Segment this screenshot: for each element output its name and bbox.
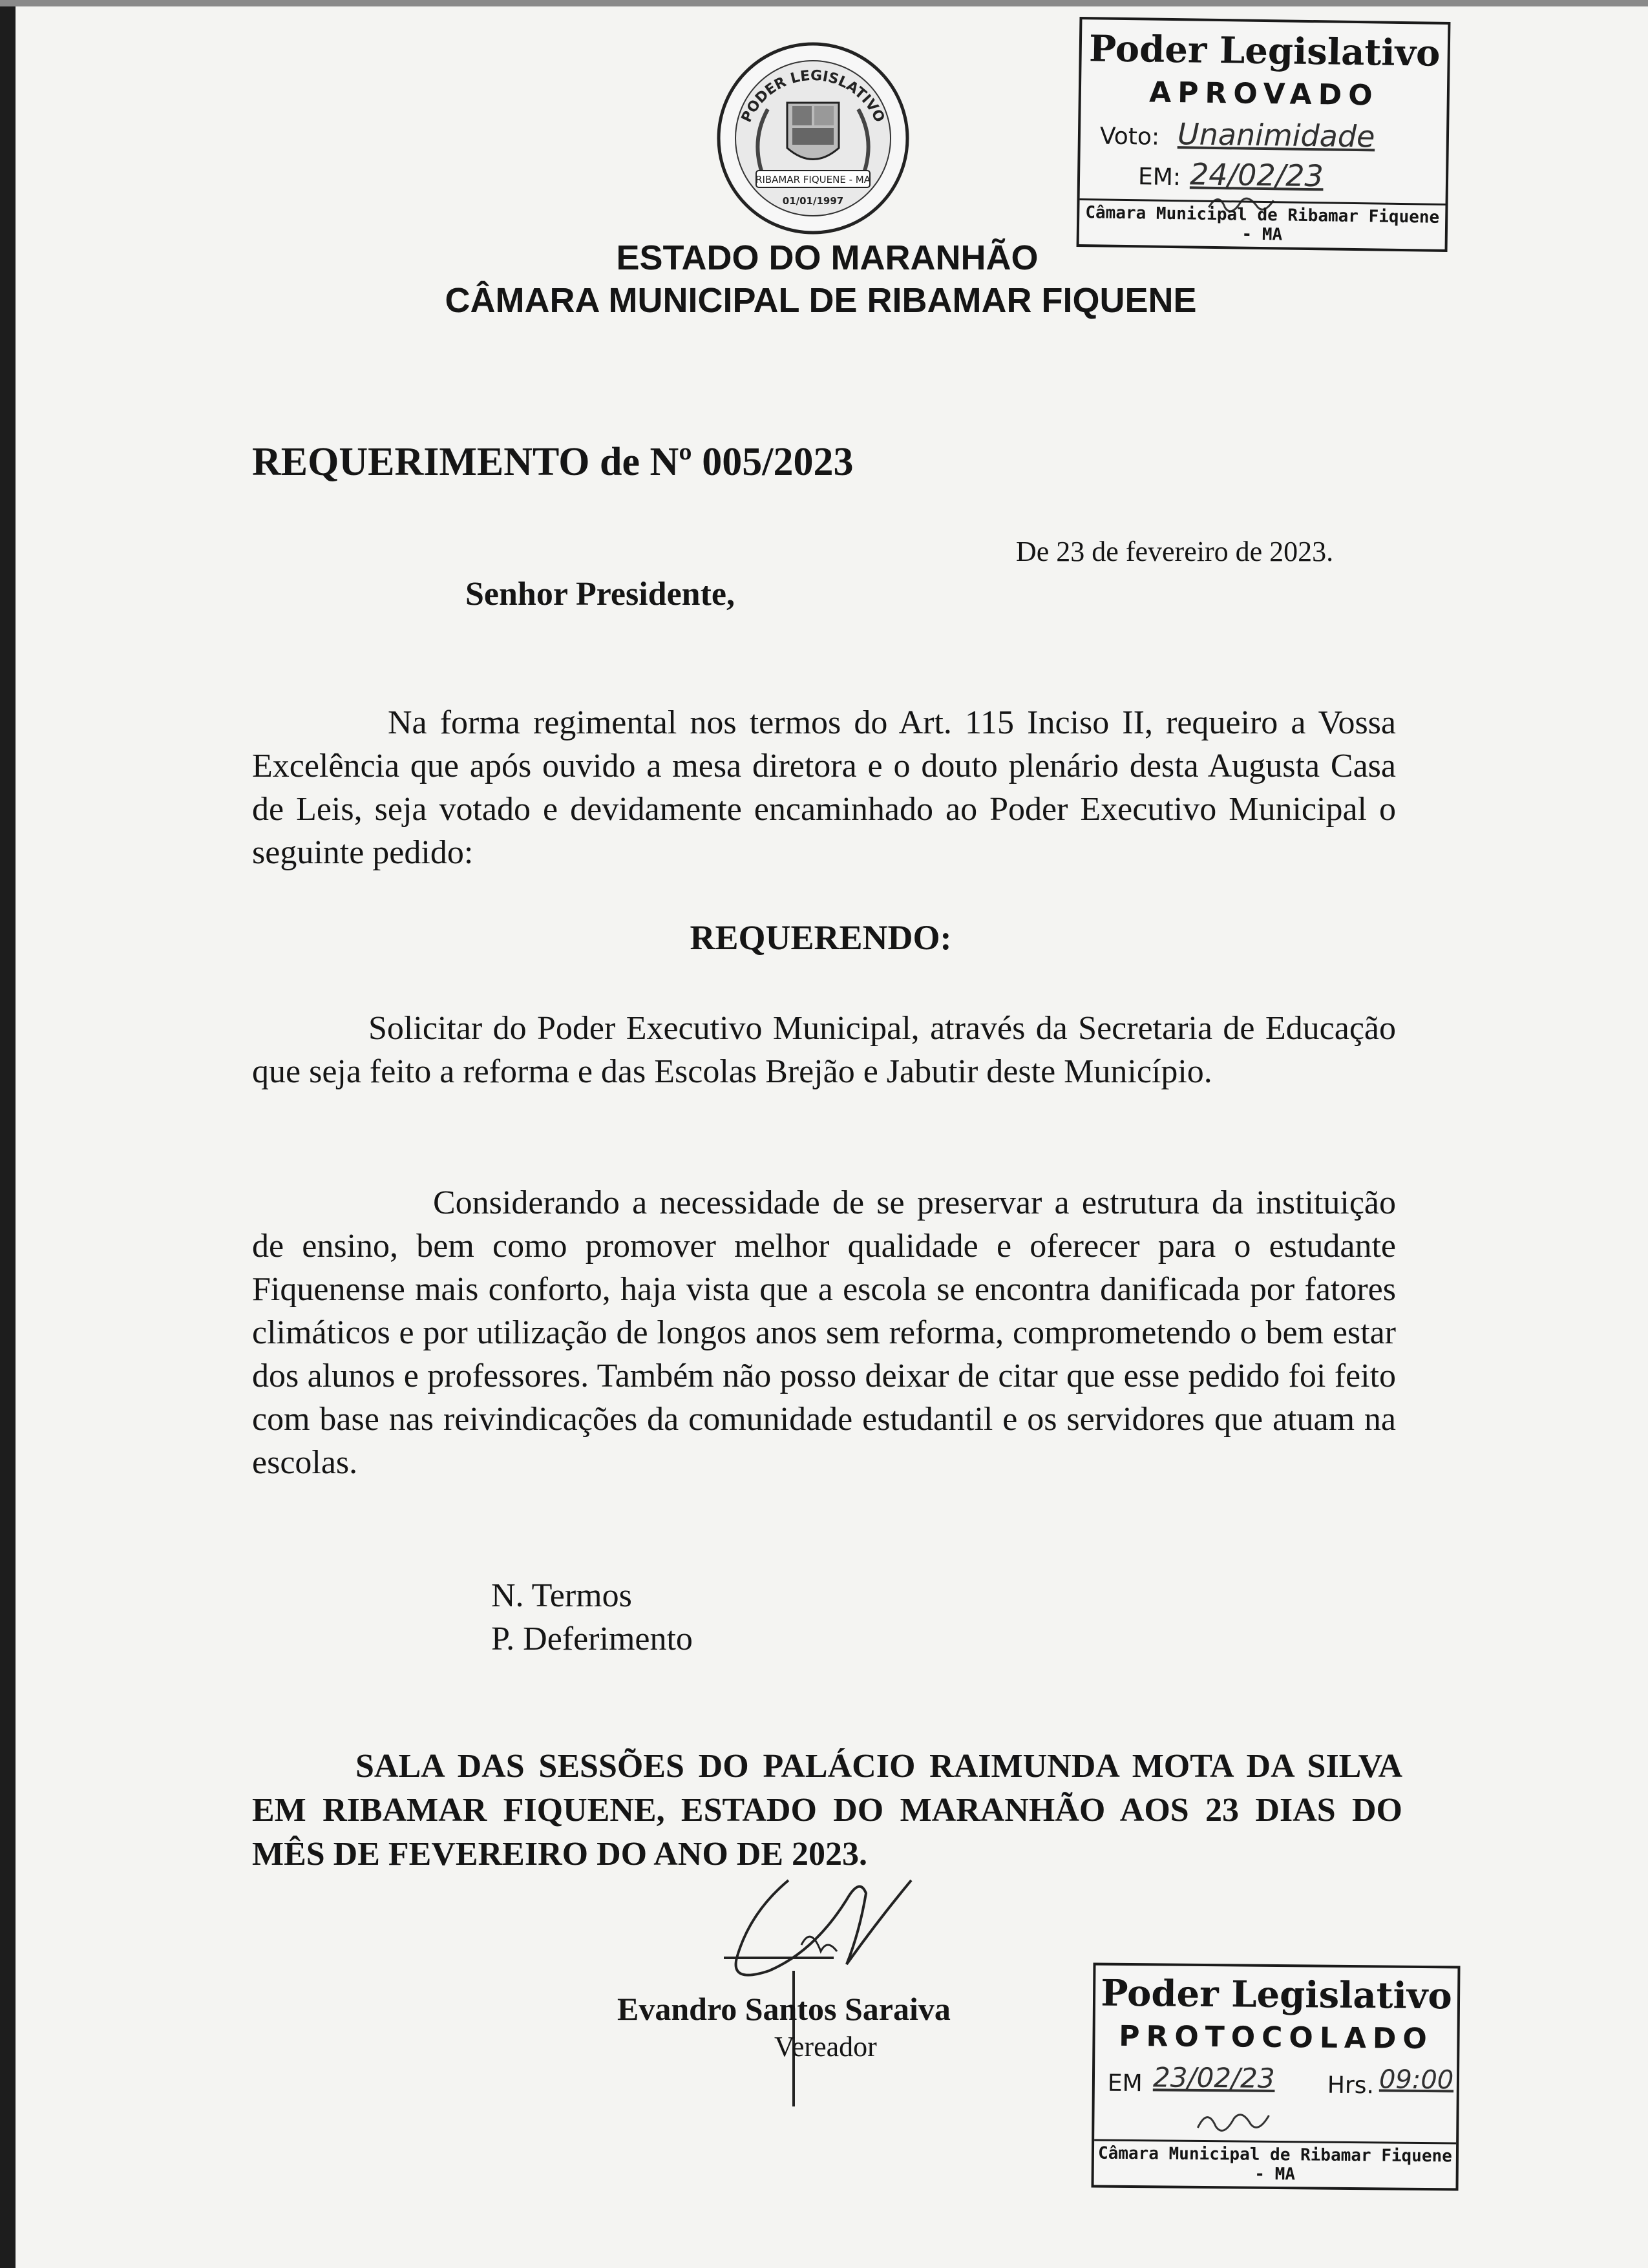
- paragraph-intro: Na forma regimental nos termos do Art. 115 Inciso II, requeiro a Vossa Excelência que após ouvido a mesa diretora e o douto plenário desta Augusta Casa de Leis, seja votado e devidamente encaminhado ao Poder Executivo Municipal o seguinte pedido:: [252, 704, 1396, 871]
- vote-label: Voto:: [1099, 123, 1160, 151]
- stamp-title: Poder Legislativo: [1101, 1971, 1453, 2018]
- seal-ribbon-text: RIBAMAR FIQUENE - MA: [755, 174, 871, 185]
- protocol-stamp: [1091, 1963, 1460, 2191]
- signer-name: Evandro Santos Saraiva: [617, 1991, 951, 2027]
- closing-terms: N. Termos: [491, 1577, 632, 1614]
- request-heading: REQUERENDO:: [690, 918, 952, 957]
- scan-edge-top: [0, 0, 1648, 6]
- seal-date-text: 01/01/1997: [782, 195, 844, 207]
- date-label: EM:: [1137, 163, 1181, 191]
- legislative-seal-icon: [716, 41, 910, 235]
- paragraph-request: Solicitar do Poder Executivo Municipal, através da Secretaria de Educação que seja feito a reforma e das Escolas Brejão e Jabutir deste Município.: [252, 1010, 1396, 1090]
- stamp-title: Poder Legislativo: [1088, 27, 1441, 75]
- stamp-footer: Câmara Municipal de Ribamar Fiquene - MA: [1094, 2139, 1457, 2186]
- time-label: Hrs.: [1327, 2072, 1375, 2099]
- header-state: ESTADO DO MARANHÃO: [616, 238, 1039, 277]
- time-value: 09:00: [1379, 2064, 1454, 2095]
- signer-role: Vereador: [774, 2031, 877, 2063]
- seal-arc-text: PODER LEGISLATIVO: [738, 67, 888, 125]
- closing-deferment: P. Deferimento: [491, 1621, 693, 1657]
- salutation: Senhor Presidente,: [465, 576, 735, 613]
- stamp-status: PROTOCOLADO: [1118, 2019, 1434, 2056]
- document-title: REQUERIMENTO de Nº 005/2023: [252, 440, 854, 484]
- header-chamber: CÂMARA MUNICIPAL DE RIBAMAR FIQUENE: [445, 281, 1197, 320]
- date-value: 24/02/23: [1189, 156, 1324, 194]
- stamp-footer: Câmara Municipal de Ribamar Fiquene - MA: [1079, 198, 1446, 247]
- scan-edge: [0, 0, 16, 2268]
- document-date: De 23 de fevereiro de 2023.: [1016, 536, 1334, 567]
- date-label: EM: [1107, 2070, 1143, 2097]
- session-statement: SALA DAS SESSÕES DO PALÁCIO RAIMUNDA MOTA DA SILVA EM RIBAMAR FIQUENE, ESTADO DO MARANHÃO AOS 23 DIAS DO MÊS DE FEVEREIRO DO ANO DE 2023.: [252, 1748, 1402, 1873]
- date-value: 23/02/23: [1152, 2061, 1275, 2094]
- rubric-signature-icon: [1191, 2102, 1276, 2141]
- approved-stamp: [1077, 17, 1451, 252]
- stamp-status: APROVADO: [1148, 76, 1379, 112]
- paragraph-justification: Considerando a necessidade de se preservar a estrutura da instituição de ensino, bem como promover melhor qualidade e oferecer para o estudante Fiquenense mais conforto, haja vista que a escola se encontra danificada por fatores climáticos e por utilização de longos anos sem reforma, comprometendo o bem estar dos alunos e professores. Também não posso deixar de citar que esse pedido foi feito com base nas reivindicações da comunidade estudantil e os servidores que atuam na escolas.: [252, 1184, 1396, 1481]
- vote-value: Unanimidade: [1177, 116, 1375, 154]
